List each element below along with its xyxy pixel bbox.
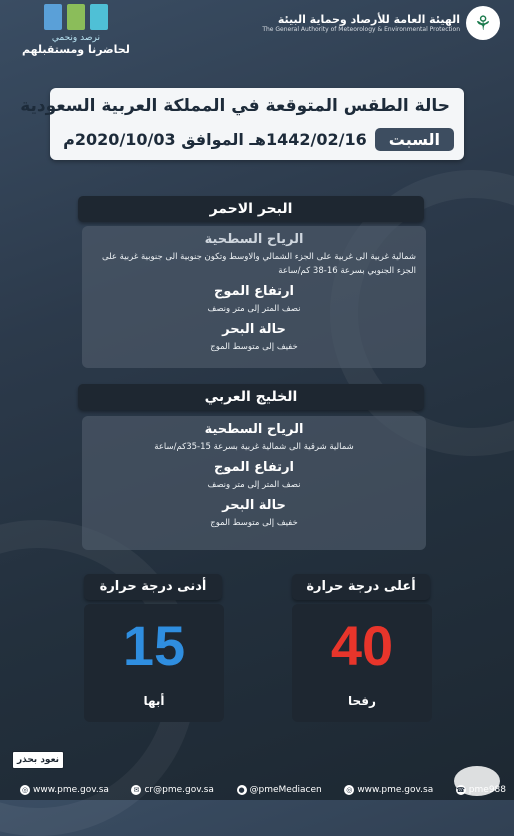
forecast-title-box [20,88,464,160]
org-logo[interactable] [262,6,500,40]
footer-phone-text: pme988 [468,785,506,795]
sail-blue [44,4,62,30]
mail-icon: ✉ [131,785,141,795]
page-title: حالة الطقس المتوقعة في المملكة العربية السعودية [20,96,450,116]
red-sea-winds-desc: شمالية غربية الى غربية على الجزء الشمالي والاوسط وتكون جنوبية الى جنوبية غربية على الجزء الجنوبي بسرعة 16-38 كم/ساعة [102,252,416,276]
red-sea-waves-title: ارتفاع الموج [213,284,295,299]
footer-phone[interactable] [456,785,506,795]
sail-green [67,4,85,30]
red-sea-state-title: حالة البحر [222,322,286,337]
footer-website2-text: www.pme.gov.sa [357,785,434,795]
globe-icon: ◎ [346,786,353,794]
red-sea-waves-desc: نصف المتر إلى متر ونصف [207,304,301,314]
org-name-arabic: الهيئة العامة للأرصاد وحماية البيئة [277,13,460,26]
min-temp-city: أبها [143,694,165,708]
gulf-winds-desc: شمالية شرقية الى شمالية غربية بسرعة 15-35كم/ساعة [154,442,354,452]
gulf-winds-title: الرياح السطحية [204,422,304,437]
tagline-bottom: لحاضرنا ومستقبلهم [22,43,130,56]
gulf-state-title: حالة البحر [222,498,286,513]
phone-icon: ☎ [456,786,466,794]
footer-email[interactable] [131,785,213,795]
vision-logo [22,4,130,56]
red-sea-state-desc: خفيف إلى متوسط الموج [210,342,298,352]
footer-website-2[interactable] [344,785,433,795]
org-name-english: The General Authority of Meteorology & Environmental Protection [262,26,460,33]
gulf-header: الخليج العربي [78,384,424,410]
min-temp-card [84,604,224,722]
min-temp-value: 15 [122,614,186,677]
social-icons: ● [238,786,245,794]
globe-icon: ◎ [21,786,29,794]
date-text: 1442/02/16هـ الموافق 2020/10/03م [63,130,367,149]
red-sea-panel [82,226,426,368]
red-sea-header: البحر الاحمر [78,196,424,222]
max-temp-city: رفحا [348,694,376,708]
gulf-panel [82,416,426,550]
max-temp-label: أعلى درجة حرارة [292,574,430,600]
footer-social-text: @pmeMediacen [249,785,322,795]
sails-icon [22,4,130,30]
footer-email-text: cr@pme.gov.sa [144,785,214,795]
gulf-waves-title: ارتفاع الموج [213,460,295,475]
header [0,0,514,70]
gulf-state-desc: خفيف إلى متوسط الموج [210,518,298,528]
footer [0,780,514,800]
footer-website[interactable] [20,785,109,795]
day-badge: السبت [375,128,454,151]
date-row [63,128,454,151]
max-temp-card [292,604,432,722]
red-sea-winds-title: الرياح السطحية [204,232,304,247]
tagline-top: نرصد ونحمي [51,33,100,43]
max-temp-value: 40 [330,614,394,677]
hashtag-badge: نعود بحذر [12,751,64,769]
sail-cyan [90,4,108,30]
min-temp-label: أدنى درجة حرارة [84,574,222,600]
gulf-waves-desc: نصف المتر إلى متر ونصف [207,480,301,490]
palm-emblem-icon: ⚘ [466,6,500,40]
footer-website-text: www.pme.gov.sa [33,785,109,795]
footer-social[interactable] [237,785,322,795]
